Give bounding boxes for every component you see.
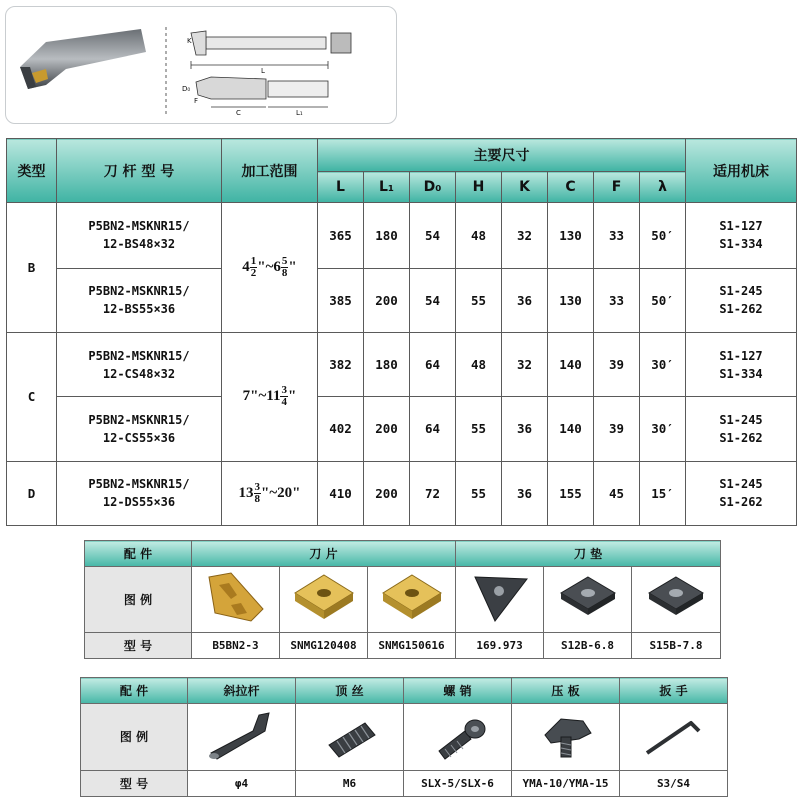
value-F: 45 [594, 461, 640, 525]
value-K: 32 [502, 332, 548, 396]
model-row-label: 型 号 [81, 770, 188, 796]
accessory-code: YMA-10/YMA-15 [512, 770, 620, 796]
accessory-table-inserts [84, 540, 721, 659]
accessory-code: SNMG150616 [368, 633, 456, 659]
accessory-code: M6 [296, 770, 404, 796]
type-cell: B [7, 203, 57, 333]
range-cell: 13 $\frac{3}{8}$ "~20" [222, 461, 318, 525]
value-C: 130 [548, 203, 594, 268]
image-row-label: 图 例 [85, 567, 192, 633]
table-row [7, 268, 797, 332]
accessory-code: 169.973 [456, 633, 544, 659]
value-F: 33 [594, 268, 640, 332]
value-D0: 64 [410, 397, 456, 461]
accessory-code: S3/S4 [620, 770, 728, 796]
accessory-name: 斜拉杆 [188, 678, 296, 704]
value-L1: 200 [364, 397, 410, 461]
triangle-shim-icon [465, 569, 535, 627]
dim-label-l: L [261, 67, 265, 75]
value-F: 39 [594, 332, 640, 396]
value-C: 140 [548, 397, 594, 461]
value-F: 33 [594, 203, 640, 268]
value-lambda: 50′ [640, 268, 686, 332]
header-main-dims: 主要尺寸 [318, 139, 686, 172]
dim-label-l1: L₁ [296, 109, 303, 117]
header-L: L [318, 172, 364, 203]
header-machine: 适用机床 [686, 139, 797, 203]
dim-label-c: C [236, 109, 241, 117]
accessory-code: S12B-6.8 [544, 633, 632, 659]
value-K: 36 [502, 461, 548, 525]
header-range: 加工范围 [222, 139, 318, 203]
lever-pin-icon [197, 705, 287, 765]
accessory-name: 螺 销 [404, 678, 512, 704]
value-lambda: 30′ [640, 397, 686, 461]
square-shim-icon [641, 569, 711, 627]
accessory-code: φ4 [188, 770, 296, 796]
hex-key-icon [629, 705, 719, 765]
header-K: K [502, 172, 548, 203]
type-cell: C [7, 332, 57, 461]
clamp-icon [521, 705, 611, 765]
model-cell: P5BN2-MSKNR15/ 12-DS55×36 [57, 461, 222, 525]
value-L1: 180 [364, 332, 410, 396]
value-lambda: 50′ [640, 203, 686, 268]
value-lambda: 15′ [640, 461, 686, 525]
header-C: C [548, 172, 594, 203]
header-lambda: λ [640, 172, 686, 203]
accessory-code: B5BN2-3 [192, 633, 280, 659]
type-cell: D [7, 461, 57, 525]
table-row [7, 397, 797, 461]
machine-cell: S1-245 S1-262 [686, 461, 797, 525]
table-row [7, 332, 797, 396]
value-H: 55 [456, 461, 502, 525]
set-screw-icon [305, 705, 395, 765]
value-L1: 180 [364, 203, 410, 268]
value-L: 402 [318, 397, 364, 461]
header-L1: L₁ [364, 172, 410, 203]
value-H: 55 [456, 397, 502, 461]
value-H: 48 [456, 332, 502, 396]
parts-header: 配 件 [85, 541, 192, 567]
header-D0: D₀ [410, 172, 456, 203]
machine-cell: S1-245 S1-262 [686, 397, 797, 461]
value-L: 410 [318, 461, 364, 525]
dim-label-d0: D₀ [182, 85, 191, 93]
square-shim-icon [553, 569, 623, 627]
range-cell: 4 $\frac{1}{2}$ "~6 $\frac{5}{8}$ " [222, 203, 318, 333]
model-cell: P5BN2-MSKNR15/ 12-CS55×36 [57, 397, 222, 461]
accessory-table-hardware [80, 677, 728, 797]
tool-holder-illustration [6, 7, 396, 123]
boring-bar-photo [20, 29, 146, 89]
gold-form-insert-icon [201, 569, 271, 627]
dim-label-f: F [194, 97, 199, 105]
value-D0: 64 [410, 332, 456, 396]
value-C: 155 [548, 461, 594, 525]
screw-pin-icon [413, 705, 503, 765]
value-K: 36 [502, 397, 548, 461]
header-H: H [456, 172, 502, 203]
accessory-name: 顶 丝 [296, 678, 404, 704]
value-D0: 72 [410, 461, 456, 525]
product-image-panel [5, 6, 397, 124]
header-F: F [594, 172, 640, 203]
model-cell: P5BN2-MSKNR15/ 12-BS55×36 [57, 268, 222, 332]
value-L1: 200 [364, 461, 410, 525]
gold-square-insert-icon [377, 569, 447, 627]
machine-cell: S1-127 S1-334 [686, 332, 797, 396]
machine-cell: S1-245 S1-262 [686, 268, 797, 332]
model-row-label: 型 号 [85, 633, 192, 659]
model-cell: P5BN2-MSKNR15/ 12-BS48×32 [57, 203, 222, 268]
value-C: 130 [548, 268, 594, 332]
header-type: 类型 [7, 139, 57, 203]
accessory-name: 压 板 [512, 678, 620, 704]
accessory-code: SLX-5/SLX-6 [404, 770, 512, 796]
dim-label-k: K [187, 37, 192, 45]
value-L1: 200 [364, 268, 410, 332]
gold-square-insert-icon [289, 569, 359, 627]
model-cell: P5BN2-MSKNR15/ 12-CS48×32 [57, 332, 222, 396]
accessory-code: S15B-7.8 [632, 633, 721, 659]
value-D0: 54 [410, 268, 456, 332]
value-C: 140 [548, 332, 594, 396]
value-lambda: 30′ [640, 332, 686, 396]
value-K: 36 [502, 268, 548, 332]
header-model: 刀 杆 型 号 [57, 139, 222, 203]
value-L: 385 [318, 268, 364, 332]
image-row-label: 图 例 [81, 704, 188, 771]
range-cell: 7"~11 $\frac{3}{4}$ " [222, 332, 318, 461]
value-L: 382 [318, 332, 364, 396]
spec-table [6, 138, 797, 526]
insert-group-header: 刀 片 [192, 541, 456, 567]
value-L: 365 [318, 203, 364, 268]
accessory-name: 扳 手 [620, 678, 728, 704]
accessory-code: SNMG120408 [280, 633, 368, 659]
table-row [7, 203, 797, 268]
value-H: 48 [456, 203, 502, 268]
value-D0: 54 [410, 203, 456, 268]
shim-group-header: 刀 垫 [456, 541, 721, 567]
parts-header: 配 件 [81, 678, 188, 704]
machine-cell: S1-127 S1-334 [686, 203, 797, 268]
value-H: 55 [456, 268, 502, 332]
value-F: 39 [594, 397, 640, 461]
table-row [7, 461, 797, 525]
value-K: 32 [502, 203, 548, 268]
